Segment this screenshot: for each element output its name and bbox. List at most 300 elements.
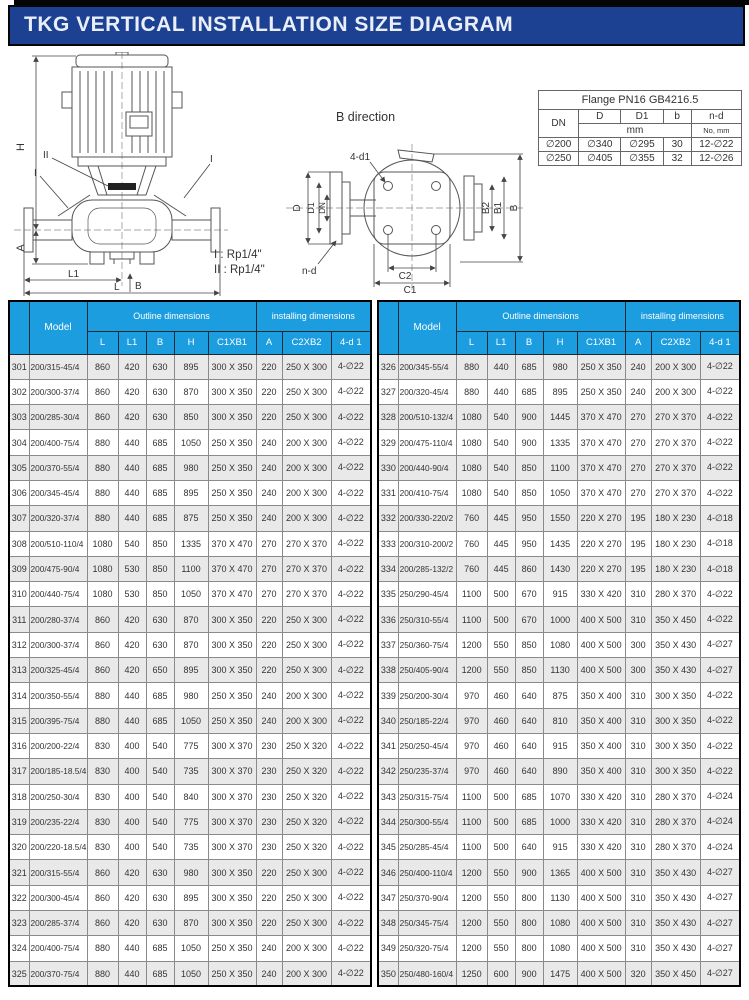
l1-cell: 420 <box>118 405 146 430</box>
dim-label-a: A <box>15 244 27 252</box>
row-number-cell: 322 <box>9 885 29 910</box>
row-number-cell: 343 <box>378 784 398 809</box>
l-cell: 880 <box>87 506 118 531</box>
dim-label-l1: L1 <box>68 269 80 280</box>
table-row <box>9 531 371 556</box>
c1xb1-cell: 400 X 500 <box>577 936 625 961</box>
l-cell: 1100 <box>456 784 487 809</box>
row-number-cell: 311 <box>9 607 29 632</box>
c2xb2-cell: 350 X 430 <box>651 860 700 885</box>
table-row <box>9 784 371 809</box>
a-cell: 310 <box>625 784 651 809</box>
l1-cell: 460 <box>487 708 515 733</box>
flange-b-cell: 30 <box>663 138 691 152</box>
a-cell: 240 <box>256 430 282 455</box>
c2xb2-cell: 350 X 430 <box>651 936 700 961</box>
table-row <box>9 455 371 480</box>
note-line-1: I : Rp1/4" <box>214 249 262 261</box>
model-cell: 200/315-55/4 <box>29 860 87 885</box>
4d1-cell: 4-∅27 <box>700 911 740 936</box>
l1-cell: 420 <box>118 632 146 657</box>
c1xb1-cell: 330 X 420 <box>577 835 625 860</box>
b-cell: 640 <box>515 759 543 784</box>
a-cell: 270 <box>256 582 282 607</box>
l-cell: 1080 <box>87 556 118 581</box>
table-row <box>378 556 740 581</box>
h-cell: 1130 <box>543 658 577 683</box>
4d1-cell: 4-∅22 <box>331 683 371 708</box>
table-row <box>378 455 740 480</box>
model-cell: 200/285-132/2 <box>398 556 456 581</box>
table-row <box>9 480 371 505</box>
h-cell: 870 <box>174 379 208 404</box>
l-cell: 860 <box>87 658 118 683</box>
l-cell: 1250 <box>456 961 487 986</box>
b-cell: 850 <box>515 658 543 683</box>
row-number-cell: 341 <box>378 733 398 758</box>
row-number-cell: 304 <box>9 430 29 455</box>
h-cell: 895 <box>174 480 208 505</box>
row-number-cell: 326 <box>378 354 398 379</box>
l1-cell: 420 <box>118 911 146 936</box>
l1-cell: 420 <box>118 885 146 910</box>
model-cell: 200/315-45/4 <box>29 354 87 379</box>
4d1-cell: 4-∅22 <box>331 708 371 733</box>
l1-cell: 440 <box>118 430 146 455</box>
l1-cell: 420 <box>118 379 146 404</box>
l1-cell: 440 <box>118 708 146 733</box>
row-number-cell: 325 <box>9 961 29 986</box>
l1-cell: 550 <box>487 658 515 683</box>
l-cell: 880 <box>87 961 118 986</box>
model-cell: 200/370-75/4 <box>29 961 87 986</box>
c2xb2-cell: 270 X 370 <box>282 582 331 607</box>
a-cell: 195 <box>625 531 651 556</box>
model-cell: 200/320-37/4 <box>29 506 87 531</box>
b-cell: 685 <box>146 961 174 986</box>
c2xb2-cell: 250 X 320 <box>282 733 331 758</box>
c1xb1-cell: 350 X 400 <box>577 708 625 733</box>
table-row <box>9 809 371 834</box>
b-cell: 640 <box>515 835 543 860</box>
b-cell: 800 <box>515 911 543 936</box>
table-row <box>378 506 740 531</box>
c1xb1-cell: 300 X 370 <box>208 809 256 834</box>
row-number-cell: 313 <box>9 658 29 683</box>
table-row <box>9 506 371 531</box>
h-cell: 980 <box>174 860 208 885</box>
a-cell: 310 <box>625 607 651 632</box>
b-cell: 685 <box>515 809 543 834</box>
c2xb2-cell: 200 X 300 <box>282 683 331 708</box>
l-cell: 830 <box>87 784 118 809</box>
l-cell: 860 <box>87 405 118 430</box>
c1xb1-cell: 300 X 350 <box>208 354 256 379</box>
h-cell: 810 <box>543 708 577 733</box>
col-header-h: H <box>543 331 577 354</box>
h-cell: 915 <box>543 733 577 758</box>
model-cell: 250/250-45/4 <box>398 733 456 758</box>
l1-cell: 420 <box>118 354 146 379</box>
l-cell: 830 <box>87 733 118 758</box>
model-cell: 200/300-37/4 <box>29 632 87 657</box>
row-number-cell: 307 <box>9 506 29 531</box>
row-number-cell: 350 <box>378 961 398 986</box>
l1-cell: 500 <box>487 809 515 834</box>
l1-cell: 420 <box>118 658 146 683</box>
4d1-cell: 4-∅22 <box>700 733 740 758</box>
row-number-cell: 329 <box>378 430 398 455</box>
c2xb2-cell: 200 X 300 <box>282 455 331 480</box>
model-cell: 200/280-37/4 <box>29 607 87 632</box>
l-cell: 760 <box>456 531 487 556</box>
4d1-cell: 4-∅22 <box>331 531 371 556</box>
model-cell: 200/285-30/4 <box>29 405 87 430</box>
l1-cell: 500 <box>487 835 515 860</box>
c2xb2-cell: 200 X 300 <box>282 506 331 531</box>
row-number-cell: 340 <box>378 708 398 733</box>
dim-label-h: H <box>15 143 27 151</box>
l-cell: 830 <box>87 835 118 860</box>
c2xb2-cell: 280 X 370 <box>651 835 700 860</box>
h-cell: 980 <box>174 683 208 708</box>
c2xb2-cell: 250 X 320 <box>282 835 331 860</box>
b-cell: 630 <box>146 607 174 632</box>
4d1-cell: 4-∅22 <box>331 733 371 758</box>
4d1-cell: 4-∅22 <box>331 480 371 505</box>
page-title: TKG VERTICAL INSTALLATION SIZE DIAGRAM <box>8 5 745 46</box>
4d1-cell: 4-∅27 <box>700 658 740 683</box>
row-number-cell: 319 <box>9 809 29 834</box>
l1-cell: 400 <box>118 784 146 809</box>
a-cell: 220 <box>256 405 282 430</box>
col-header-a: A <box>625 331 651 354</box>
l1-cell: 500 <box>487 607 515 632</box>
c2xb2-cell: 250 X 300 <box>282 379 331 404</box>
4d1-cell: 4-∅22 <box>700 607 740 632</box>
model-cell: 200/400-75/4 <box>29 430 87 455</box>
c2xb2-cell: 200 X 300 <box>651 379 700 404</box>
model-cell: 200/440-75/4 <box>29 582 87 607</box>
table-row <box>378 708 740 733</box>
c1xb1-cell: 300 X 350 <box>208 379 256 404</box>
b-cell: 685 <box>146 455 174 480</box>
c2xb2-cell: 300 X 350 <box>651 733 700 758</box>
table-row <box>9 556 371 581</box>
model-cell: 200/300-45/4 <box>29 885 87 910</box>
l1-cell: 500 <box>487 784 515 809</box>
c2xb2-cell: 300 X 350 <box>651 759 700 784</box>
row-number-cell: 315 <box>9 708 29 733</box>
l-cell: 1200 <box>456 860 487 885</box>
table-row <box>9 430 371 455</box>
installing-dimensions-header: installing dimensions <box>256 301 371 331</box>
row-number-cell: 331 <box>378 480 398 505</box>
l-cell: 1080 <box>87 582 118 607</box>
table-row <box>378 961 740 986</box>
table-row <box>9 860 371 885</box>
h-cell: 1100 <box>543 455 577 480</box>
b-cell: 630 <box>146 379 174 404</box>
b-cell: 850 <box>515 632 543 657</box>
table-row <box>378 430 740 455</box>
b-cell: 650 <box>146 658 174 683</box>
h-cell: 895 <box>174 885 208 910</box>
c1xb1-cell: 370 X 470 <box>577 405 625 430</box>
l1-cell: 400 <box>118 733 146 758</box>
l-cell: 880 <box>87 683 118 708</box>
row-number-cell: 306 <box>9 480 29 505</box>
model-cell: 250/370-90/4 <box>398 885 456 910</box>
a-cell: 240 <box>256 683 282 708</box>
a-cell: 240 <box>256 506 282 531</box>
a-cell: 270 <box>625 480 651 505</box>
model-cell: 200/310-200/2 <box>398 531 456 556</box>
4d1-cell: 4-∅22 <box>700 683 740 708</box>
4d1-cell: 4-∅22 <box>331 379 371 404</box>
c2xb2-cell: 270 X 370 <box>651 405 700 430</box>
l1-cell: 440 <box>118 961 146 986</box>
4d1-cell: 4-∅22 <box>331 885 371 910</box>
row-number-cell: 336 <box>378 607 398 632</box>
model-cell: 200/440-90/4 <box>398 455 456 480</box>
row-number-cell: 342 <box>378 759 398 784</box>
c1xb1-cell: 300 X 370 <box>208 835 256 860</box>
a-cell: 230 <box>256 759 282 784</box>
model-cell: 250/290-45/4 <box>398 582 456 607</box>
c1xb1-cell: 370 X 470 <box>577 455 625 480</box>
spec-tables-section <box>0 300 749 987</box>
c1xb1-cell: 300 X 350 <box>208 607 256 632</box>
l-cell: 860 <box>87 607 118 632</box>
c2xb2-cell: 200 X 300 <box>282 936 331 961</box>
c2xb2-cell: 280 X 370 <box>651 784 700 809</box>
c2xb2-cell: 180 X 230 <box>651 556 700 581</box>
installing-dimensions-header: installing dimensions <box>625 301 740 331</box>
l1-cell: 540 <box>487 480 515 505</box>
c2xb2-cell: 180 X 230 <box>651 506 700 531</box>
dim-label-d: D <box>292 204 303 212</box>
model-cell: 200/300-37/4 <box>29 379 87 404</box>
l1-cell: 550 <box>487 885 515 910</box>
b-cell: 670 <box>515 607 543 632</box>
4d1-cell: 4-∅22 <box>700 480 740 505</box>
b-direction-drawing <box>252 128 537 293</box>
row-number-cell: 312 <box>9 632 29 657</box>
row-number-cell: 328 <box>378 405 398 430</box>
l1-cell: 550 <box>487 911 515 936</box>
outline-dimensions-header: Outline dimensions <box>456 301 625 331</box>
model-cell: 200/475-110/4 <box>398 430 456 455</box>
a-cell: 230 <box>256 809 282 834</box>
col-header-b: B <box>146 331 174 354</box>
flange-col-b: b <box>663 110 691 124</box>
b-cell: 630 <box>146 885 174 910</box>
a-cell: 320 <box>625 961 651 986</box>
a-cell: 195 <box>625 556 651 581</box>
4d1-cell: 4-∅18 <box>700 506 740 531</box>
port-label-i-left: I <box>34 168 37 179</box>
c1xb1-cell: 330 X 420 <box>577 582 625 607</box>
4d1-cell: 4-∅27 <box>700 936 740 961</box>
c1xb1-cell: 300 X 370 <box>208 759 256 784</box>
c2xb2-cell: 250 X 300 <box>282 354 331 379</box>
c2xb2-cell: 200 X 300 <box>282 480 331 505</box>
c2xb2-cell: 270 X 370 <box>282 556 331 581</box>
table-row <box>9 835 371 860</box>
l-cell: 1100 <box>456 809 487 834</box>
c1xb1-cell: 220 X 270 <box>577 556 625 581</box>
l1-cell: 445 <box>487 506 515 531</box>
col-header-4d1: 4-d 1 <box>331 331 371 354</box>
c2xb2-cell: 250 X 300 <box>282 405 331 430</box>
h-cell: 1430 <box>543 556 577 581</box>
4d1-cell: 4-∅22 <box>331 455 371 480</box>
l1-cell: 460 <box>487 759 515 784</box>
model-cell: 250/310-55/4 <box>398 607 456 632</box>
flange-unit-nomm: No, mm <box>691 124 741 138</box>
h-cell: 870 <box>174 911 208 936</box>
c1xb1-cell: 300 X 350 <box>208 885 256 910</box>
table-row <box>9 759 371 784</box>
h-cell: 840 <box>174 784 208 809</box>
4d1-cell: 4-∅22 <box>331 759 371 784</box>
4d1-cell: 4-∅22 <box>331 860 371 885</box>
c2xb2-cell: 280 X 370 <box>651 809 700 834</box>
model-cell: 200/510-110/4 <box>29 531 87 556</box>
l-cell: 880 <box>87 708 118 733</box>
model-cell: 250/300-55/4 <box>398 809 456 834</box>
l-cell: 880 <box>87 455 118 480</box>
l-cell: 1080 <box>456 430 487 455</box>
c1xb1-cell: 370 X 470 <box>577 480 625 505</box>
l1-cell: 440 <box>487 354 515 379</box>
row-number-cell: 339 <box>378 683 398 708</box>
col-header-l1: L1 <box>118 331 146 354</box>
a-cell: 300 <box>625 632 651 657</box>
c1xb1-cell: 400 X 500 <box>577 658 625 683</box>
c1xb1-cell: 400 X 500 <box>577 961 625 986</box>
l-cell: 860 <box>87 860 118 885</box>
4d1-cell: 4-∅22 <box>700 379 740 404</box>
h-cell: 1435 <box>543 531 577 556</box>
h-cell: 775 <box>174 733 208 758</box>
c2xb2-cell: 250 X 300 <box>282 885 331 910</box>
outline-dimensions-header: Outline dimensions <box>87 301 256 331</box>
h-cell: 1365 <box>543 860 577 885</box>
a-cell: 270 <box>625 405 651 430</box>
h-cell: 1050 <box>543 480 577 505</box>
a-cell: 220 <box>256 911 282 936</box>
b-cell: 800 <box>515 936 543 961</box>
dim-label-d1: D1 <box>306 202 316 214</box>
flange-d-cell: ∅405 <box>579 152 621 166</box>
l1-cell: 540 <box>487 405 515 430</box>
dim-label-b2: B2 <box>481 201 492 215</box>
flange-nd-cell: 12-∅26 <box>691 152 741 166</box>
b-cell: 685 <box>515 354 543 379</box>
h-cell: 1080 <box>543 911 577 936</box>
c1xb1-cell: 250 X 350 <box>208 480 256 505</box>
l-cell: 860 <box>87 632 118 657</box>
c1xb1-cell: 330 X 420 <box>577 809 625 834</box>
b-cell: 630 <box>146 860 174 885</box>
b-cell: 640 <box>515 733 543 758</box>
dim-label-4d1: 4-d1 <box>350 152 371 163</box>
table-row <box>378 733 740 758</box>
model-cell: 250/360-75/4 <box>398 632 456 657</box>
c1xb1-cell: 250 X 350 <box>208 430 256 455</box>
4d1-cell: 4-∅22 <box>331 632 371 657</box>
flange-table-row <box>539 152 742 166</box>
a-cell: 240 <box>625 379 651 404</box>
a-cell: 240 <box>256 455 282 480</box>
dim-label-l: L <box>114 282 120 293</box>
c2xb2-cell: 250 X 320 <box>282 809 331 834</box>
table-row <box>9 733 371 758</box>
l1-cell: 445 <box>487 556 515 581</box>
a-cell: 220 <box>256 379 282 404</box>
4d1-cell: 4-∅22 <box>700 354 740 379</box>
c1xb1-cell: 250 X 350 <box>208 961 256 986</box>
table-row <box>378 632 740 657</box>
flange-d1-cell: ∅355 <box>621 152 663 166</box>
b-cell: 950 <box>515 531 543 556</box>
row-number-cell: 324 <box>9 936 29 961</box>
flange-nd-cell: 12-∅22 <box>691 138 741 152</box>
a-cell: 310 <box>625 911 651 936</box>
col-header-h: H <box>174 331 208 354</box>
c1xb1-cell: 400 X 500 <box>577 860 625 885</box>
c2xb2-cell: 250 X 300 <box>282 632 331 657</box>
flange-dn-cell: ∅200 <box>539 138 579 152</box>
row-number-cell: 318 <box>9 784 29 809</box>
flange-d1-cell: ∅295 <box>621 138 663 152</box>
model-cell: 200/395-75/4 <box>29 708 87 733</box>
model-header: Model <box>29 301 87 354</box>
spec-table-left <box>8 300 372 987</box>
h-cell: 1050 <box>174 961 208 986</box>
l-cell: 760 <box>456 556 487 581</box>
row-number-cell: 327 <box>378 379 398 404</box>
c1xb1-cell: 400 X 500 <box>577 632 625 657</box>
c2xb2-cell: 300 X 350 <box>651 683 700 708</box>
table-row <box>378 936 740 961</box>
note-line-2: II : Rp1/4" <box>214 264 265 276</box>
h-cell: 1000 <box>543 607 577 632</box>
table-row <box>378 354 740 379</box>
table-row <box>378 809 740 834</box>
row-number-cell: 308 <box>9 531 29 556</box>
c2xb2-cell: 270 X 370 <box>651 480 700 505</box>
dim-label-c2: C2 <box>398 271 412 282</box>
dim-label-nd: n-d <box>302 266 317 277</box>
row-number-cell: 316 <box>9 733 29 758</box>
row-number-header <box>378 301 398 354</box>
l-cell: 860 <box>87 885 118 910</box>
l-cell: 1080 <box>456 480 487 505</box>
l-cell: 880 <box>87 430 118 455</box>
4d1-cell: 4-∅22 <box>331 607 371 632</box>
b-cell: 540 <box>146 784 174 809</box>
a-cell: 195 <box>625 506 651 531</box>
a-cell: 310 <box>625 885 651 910</box>
h-cell: 1080 <box>543 936 577 961</box>
l-cell: 880 <box>456 354 487 379</box>
h-cell: 1050 <box>174 582 208 607</box>
c1xb1-cell: 220 X 270 <box>577 506 625 531</box>
col-header-c1xb1: C1XB1 <box>208 331 256 354</box>
